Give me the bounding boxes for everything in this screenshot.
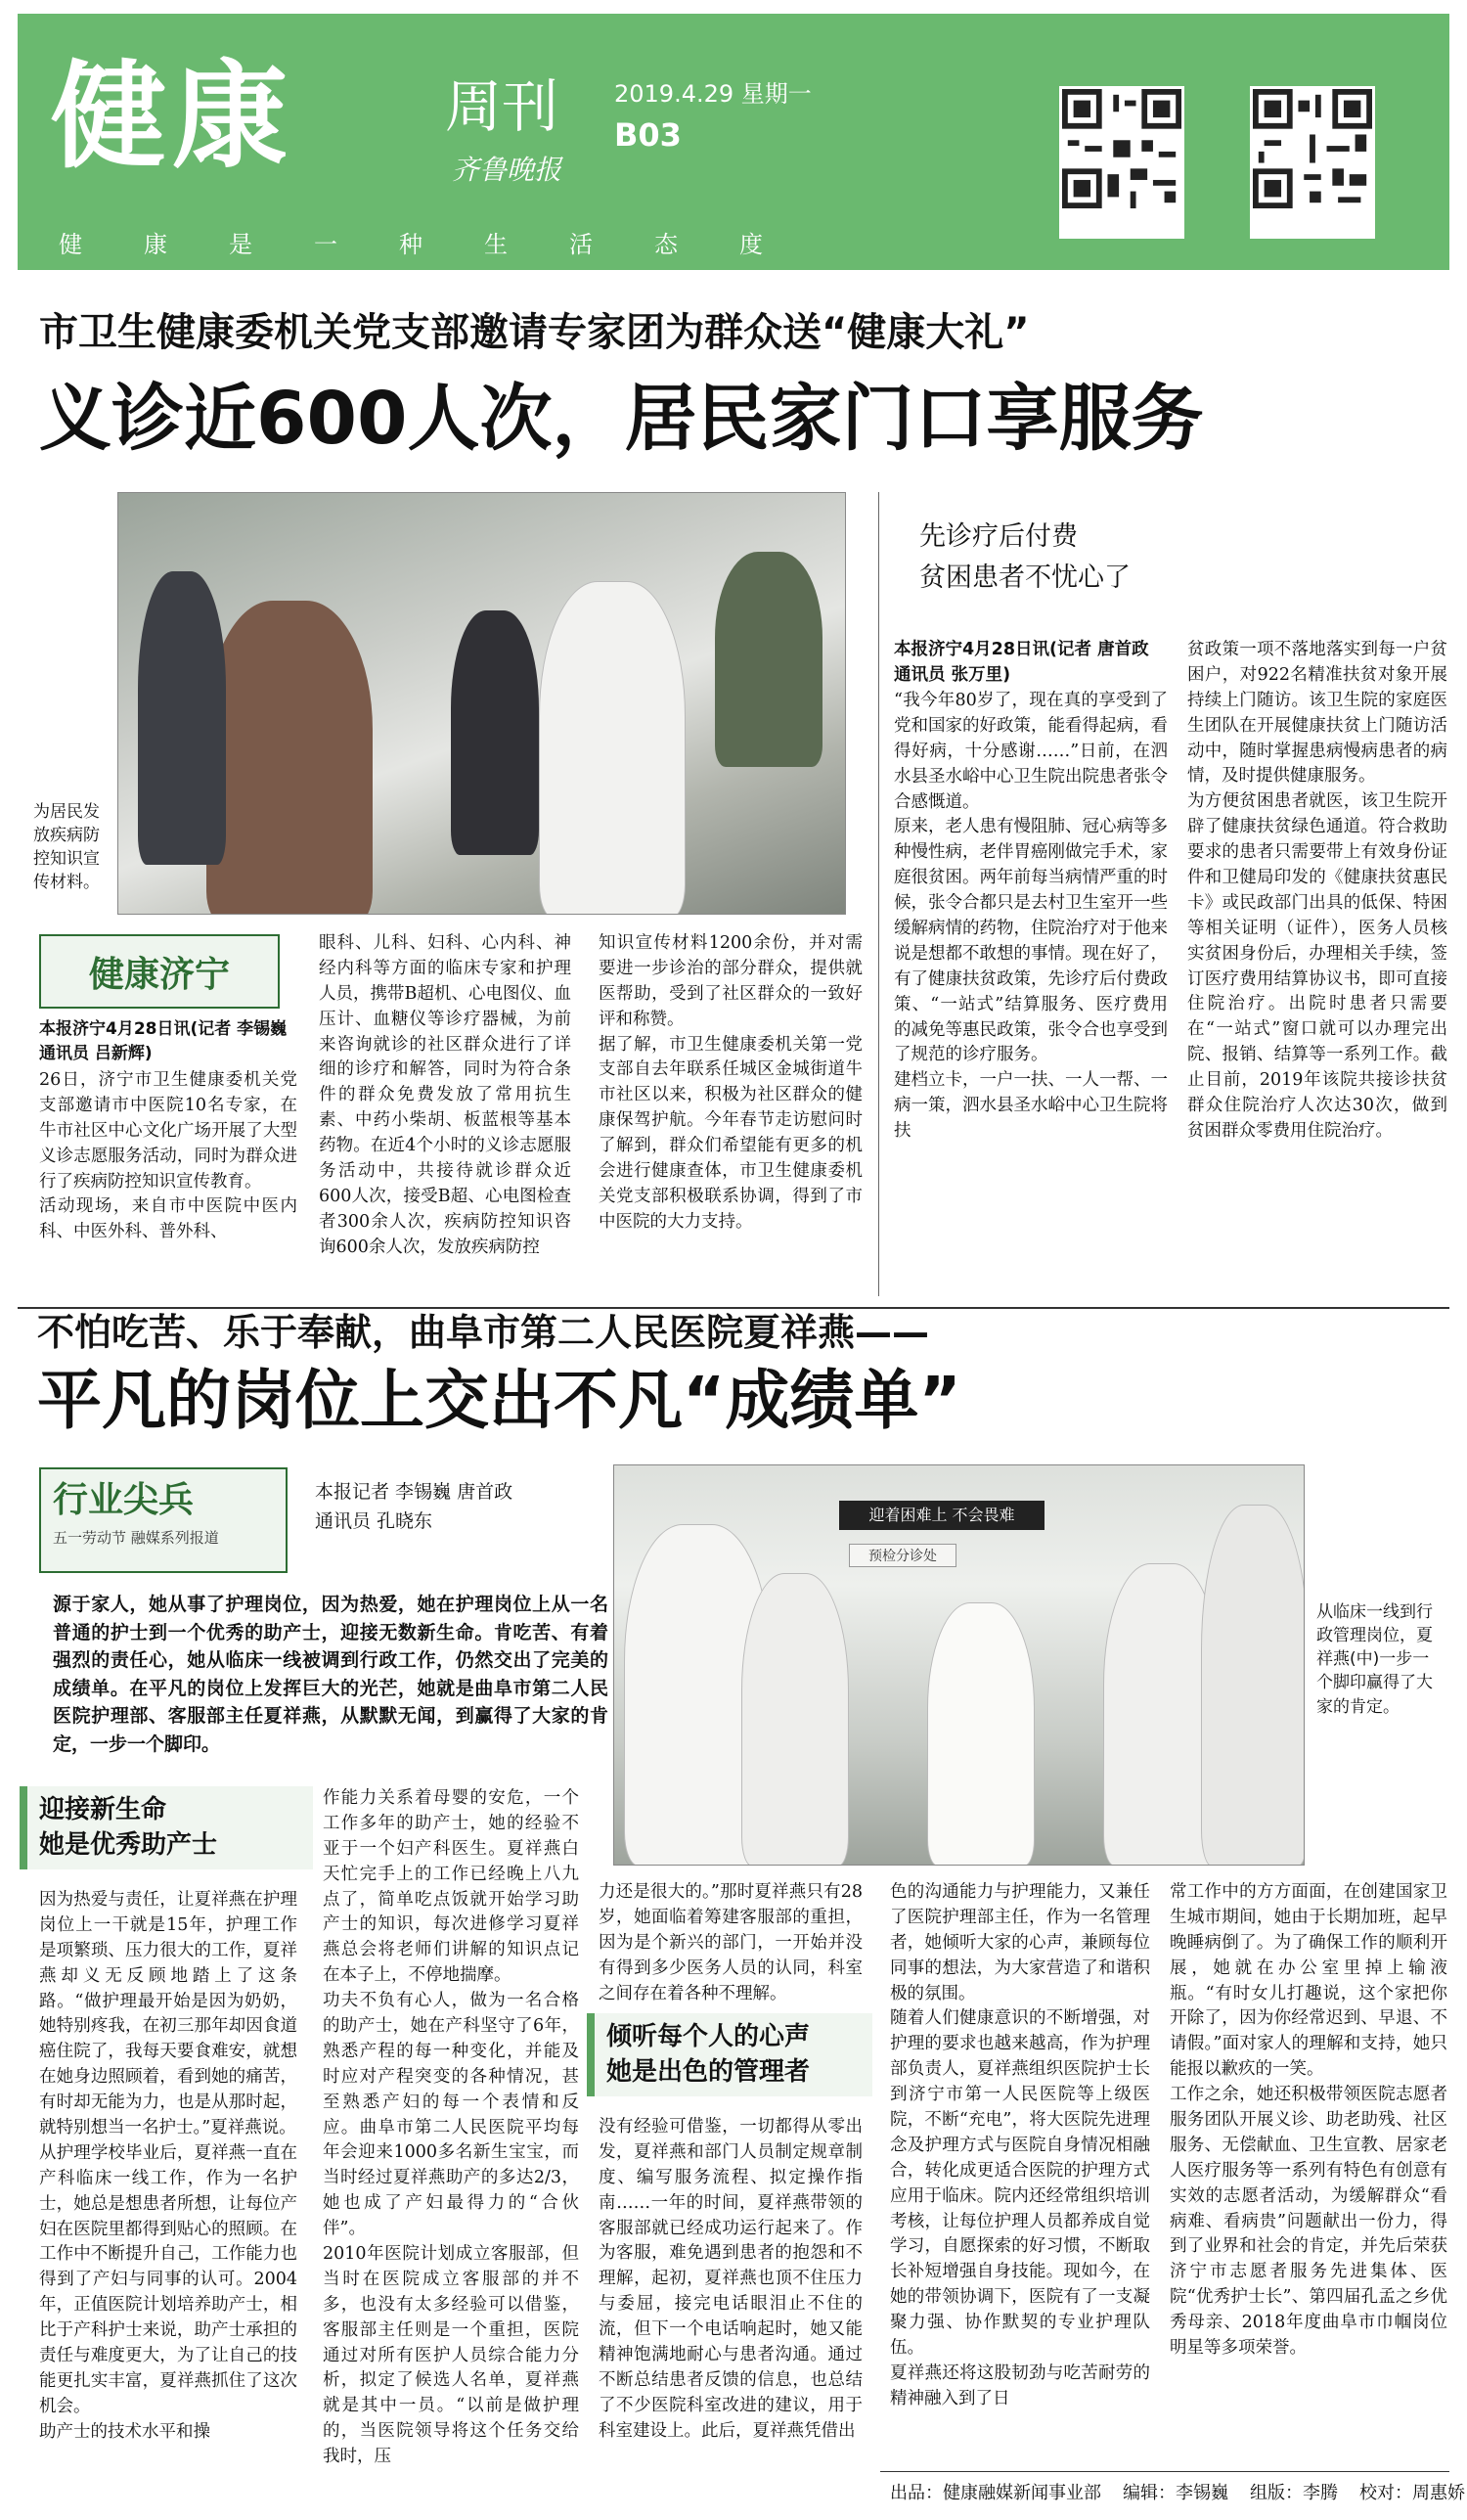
article3-column-3b: 没有经验可借鉴，一切都得从零出发，夏祥燕和部门人员制定规章制度、编写服务流程、拟定操作指南……一年的时间，夏祥燕带领的客服部就已经成功运行起来了。作为客服，难免遇到患者的抱怨和不理解，起初，夏祥燕也顶不住压力与委屈，接完电话眼泪止不住的流，但下一个电话响起时，她又能精神饱满地耐心与患者沟通。通过不断总结患者反馈的信息，也总结了不少医院科室改进的建议，用于科室建设上。此后，夏祥燕凭借出 bbox=[599, 2117, 863, 2441]
article2-column-2: 贫政策一项不落地落实到每一户贫困户，对922名精准扶贫对象开展持续上门随访。该卫生院的家庭医生团队在开展健康扶贫上门随访活动中，随时掌握患病慢病患者的病情，及时提供健康服务。 为方便贫困患者就医，该卫生院开辟了健康扶贫绿色通道。符合救助要求的患者只需要带上有效身份证件和卫健局印发的《健康扶贫惠民卡》或民政部门出具的低保、特困等相关证明（证件），医务人员核实贫困身份后，办理相关手续，签订医疗费用结算协议书，即可直接住院治疗。出院时患者只需要在“一站式”窗口就可以办理完出院、报销、结算等一系列工作。截止目前，2019年该院共接诊扶贫群众住院治疗人次达30次，做到贫困群众零费用住院治疗。 bbox=[1187, 640, 1447, 1141]
column-logo-industry-pioneer bbox=[39, 1467, 288, 1573]
article1-subheadline: 市卫生健康委机关党支部邀请专家团为群众送“健康大礼” bbox=[39, 310, 1030, 355]
article3-column-4: 色的沟通能力与护理能力，又兼任了医院护理部主任，作为一名管理者，她倾听大家的心声，兼顾每位同事的想法，为大家营造了和谐积极的氛围。 随着人们健康意识的不断增强，对护理的要求也越来越高，作为护理部负责人，夏祥燕组织医院护士长到济宁市第一人民医院等上级医院，不断“充电”，将大医院先进理念及护理方式与医院自身情况相融合，转化成更适合医院的护理方式应用于临床。院内还经常组织培训考核，让每位护理人员都养成自觉学习，自愿探索的好习惯，不断取长补短增强自身技能。现如今，在她的带领协调下，医院有了一支凝聚力强、协作默契的专业护理队伍。 夏祥燕还将这股韧劲与吃苦耐劳的精神融入到了日 bbox=[890, 1882, 1150, 2408]
article3-column-2: 作能力关系着母婴的安危，一个工作多年的助产士，她的经验不亚于一个妇产科医生。夏祥燕白天忙完手上的工作已经晚上八九点了，简单吃点饭就开始学习助产士的知识，每次进修学习夏祥燕总会将老师们讲解的知识点记在本子上，不停地揣摩。 功夫不负有心人，做为一名合格的助产士，她在产科坚守了6年，熟悉产程的每一种变化，并能及时应对产程突变的各种情况，甚至熟悉产妇的每一个表情和反应。曲阜市第二人民医院平均每年会迎来1000多名新生宝宝，而当时经过夏祥燕助产的多达2/3，她也成了产妇最得力的“合伙伴”。 2010年医院计划成立客服部，但当时在医院成立客服部的并不多，也没有太多经验可以借鉴，客服部主任则是一个重担，医院通过对所有医护人员综合能力分析，拟定了候选人名单，夏祥燕就是其中一员。“以前是做护理的，当医院领导将这个任务交给我时，压 bbox=[323, 1788, 579, 2467]
section-divider bbox=[18, 1307, 1449, 1309]
subhead-line: 她是出色的管理者 bbox=[606, 2057, 811, 2088]
slogan-char: 态 bbox=[654, 231, 678, 258]
masthead-paper-name: 齐鲁晚报 bbox=[452, 154, 562, 186]
article2-heading-line1: 先诊疗后付费 bbox=[919, 521, 1078, 552]
article3-byline: 本报记者 李锡巍 唐首政 通讯员 孔晓东 bbox=[315, 1481, 513, 1533]
slogan-char: 一 bbox=[314, 231, 337, 258]
slogan-char: 生 bbox=[484, 231, 508, 258]
slogan-char: 是 bbox=[229, 231, 252, 258]
article3-photo-caption: 从临床一线到行政管理岗位，夏祥燕(中)一步一个脚印赢得了大家的肯定。 bbox=[1316, 1602, 1433, 1717]
photo-sign: 预检分诊处 bbox=[849, 1544, 956, 1567]
footer-proof: 校对：周惠娇 bbox=[1359, 2483, 1465, 2503]
article3-headline: 平凡的岗位上交出不凡“成绩单” bbox=[37, 1363, 961, 1438]
article3-column-3a: 力还是很大的。”那时夏祥燕只有28岁，她面临着筹建客服部的重担，因为是个新兴的部门，一开始并没有得到多少医务人员的认同，科室之间存在着各种不理解。 bbox=[599, 1882, 863, 2003]
footer-editor: 编辑：李锡巍 bbox=[1123, 2483, 1228, 2503]
qr-code-icon[interactable] bbox=[1059, 86, 1184, 239]
article3-column-5: 常工作中的方方面面，在创建国家卫生城市期间，她由于长期加班，起早晚睡病倒了。为了确保工作的顺利开展，她就在办公室里掉上输液瓶。“有时女儿打趣说，这个家把你开除了，因为你经常迟到、早退、不请假。”面对家人的理解和支持，她只能报以歉疚的一笑。 工作之余，她还积极带领医院志愿者服务团队开展义诊、助老助残、社区服务、无偿献血、卫生宣教、居家老人医疗服务等一系列有特色有创意有实效的志愿者活动，为缓解群众“看病难、看病贵”问题献出一份力，得到了业界和社会的肯定，并先后荣获济宁市志愿者服务先进集体、医院“优秀护士长”、第四届孔孟之乡优秀母亲、2018年度曲阜市巾帼岗位明星等多项荣誉。 bbox=[1170, 1882, 1447, 2359]
footer-layout: 组版：李腾 bbox=[1250, 2483, 1338, 2503]
article1-column-2: 眼科、儿科、妇科、心内科、神经内科等方面的临床专家和护理人员，携带B超机、心电图仪、血压计、血糖仪等诊疗器械，为前来咨询就诊的社区群众进行了详细的诊疗和解答，同时为符合条件的群众免费发放了常用抗生素、中药小柴胡、板蓝根等基本药物。在近4个小时的义诊志愿服务活动中，共接待就诊群众近600人次，接受B超、心电图检查者300余人次，疾病防控知识咨询600余人次，发放疾病防控 bbox=[319, 933, 571, 1257]
column-logo-health-jining: 健康济宁 bbox=[39, 934, 280, 1009]
column-divider bbox=[878, 492, 879, 1296]
article3-lead: 源于家人，她从事了护理岗位，因为热爱，她在护理岗位上从一名普通的护士到一个优秀的助产士，迎接无数新生命。肯吃苦、有着强烈的责任心，她从临床一线被调到行政工作，仍然交出了完美的成绩单。在平凡的岗位上发挥巨大的光芒，她就是曲阜市第二人民医院护理部、客服部主任夏祥燕，从默默无闻，到赢得了大家的肯定，一步一个脚印。 bbox=[53, 1594, 608, 1755]
masthead-logo: 健康 bbox=[51, 49, 294, 184]
masthead-slogan bbox=[59, 225, 763, 259]
masthead-page-number: B03 bbox=[614, 116, 682, 154]
column-logo-main: 行业尖兵 bbox=[53, 1480, 195, 1520]
subhead-line: 她是优秀助产士 bbox=[39, 1830, 218, 1861]
article3-subhead-box-2 bbox=[587, 2013, 872, 2096]
article1-column-1: 26日，济宁市卫生健康委机关党支部邀请市中医院10名专家，在牛市社区中心文化广场开展了大型义诊志愿服务活动，同时为群众进行了疾病防控知识宣传教育。 活动现场，来自市中医院中医内科、中医外科、普外科、 bbox=[39, 1070, 297, 1242]
article3-subhead-box-1 bbox=[20, 1786, 313, 1869]
article1-headline: 义诊近600人次，居民家门口享服务 bbox=[39, 377, 1204, 461]
article3-subheadline: 不怕吃苦、乐于奉献，曲阜市第二人民医院夏祥燕—— bbox=[37, 1311, 930, 1354]
article1-photo-caption: 为居民发放疾病防控知识宣传材料。 bbox=[33, 802, 100, 893]
subhead-line: 倾听每个人的心声 bbox=[606, 2022, 811, 2051]
article1-byline: 本报济宁4月28日讯(记者 李锡巍 通讯员 吕新辉) bbox=[39, 1019, 288, 1063]
masthead-date: 2019.4.29 星期一 bbox=[614, 80, 812, 108]
footer-producer: 出品：健康融媒新闻事业部 bbox=[890, 2483, 1101, 2503]
column-logo-sub: 五一劳动节 融媒系列报道 bbox=[53, 1529, 219, 1548]
masthead-weekly: 周刊 bbox=[445, 73, 559, 140]
qr-code-icon[interactable] bbox=[1250, 86, 1375, 239]
subhead-line: 迎接新生命 bbox=[39, 1795, 167, 1824]
photo-sign: 迎着困难上 不会畏难 bbox=[839, 1501, 1045, 1530]
footer-credits bbox=[890, 2479, 1465, 2504]
slogan-char: 活 bbox=[569, 231, 593, 258]
article3-column-1: 因为热爱与责任，让夏祥燕在护理岗位上一干就是15年，护理工作是项繁琐、压力很大的工作，夏祥燕却义无反顾地踏上了这条路。“做护理最开始是因为奶奶，她特别疼我，在初三那年却因食道癌住院了，我每天要食难安，就想在她身边照顾着，看到她的痛苦，有时却无能为力，也是从那时起，就特别想当一名护士。”夏祥燕说。 从护理学校毕业后，夏祥燕一直在产科临床一线工作，作为一名护士，她总是想患者所想，让每位产妇在医院里都得到贴心的照顾。在工作中不断提升自己，工作能力也得到了产妇与同事的认可。2004年，正值医院计划培养助产士，相比于产科护士来说，助产士承担的责任与难度更大，为了让自己的技能更扎实丰富，夏祥燕抓住了这次机会。 助产士的技术水平和操 bbox=[39, 1890, 297, 2442]
footer-divider bbox=[880, 2471, 1449, 2472]
slogan-char: 度 bbox=[739, 231, 763, 258]
article1-photo bbox=[117, 492, 846, 915]
slogan-char: 康 bbox=[144, 231, 167, 258]
article3-photo bbox=[613, 1464, 1305, 1866]
article2-heading bbox=[919, 517, 1330, 599]
article2-byline: 本报济宁4月28日讯(记者 唐首政 通讯员 张万里) bbox=[894, 640, 1149, 685]
article1-column-3: 知识宣传材料1200余份，并对需要进一步诊治的部分群众，提供就医帮助，受到了社区群众的一致好评和称赞。 据了解，市卫生健康委机关第一党支部自去年联系任城区金城街道牛市社区以来，积极为社区群众的健康保驾护航。今年春节走访慰问时了解到，群众们希望能有更多的机会进行健康查体，市卫生健康委机关党支部积极联系协调，得到了市中医院的大力支持。 bbox=[599, 933, 863, 1232]
slogan-char: 健 bbox=[59, 231, 82, 258]
slogan-char: 种 bbox=[399, 231, 422, 258]
article2-heading-line2: 贫困患者不忧心了 bbox=[919, 562, 1131, 593]
article2-column-1: “我今年80岁了，现在真的享受到了党和国家的好政策，能看得起病，看得好病，十分感谢……”日前，在泗水县圣水峪中心卫生院出院患者张令合感慨道。 原来，老人患有慢阻肺、冠心病等多种慢性病，老伴胃癌刚做完手术，家庭很贫困。两年前每当病情严重的时候，张令合都只是去村卫生室开一些缓解病情的药物，住院治疗对于他来说是想都不敢想的事情。现在好了，有了健康扶贫政策，先诊疗后付费政策、“一站式”结算服务、医疗费用的减免等惠民政策，张令合也享受到了规范的诊疗服务。 建档立卡，一户一扶、一人一帮、一病一策，泗水县圣水峪中心卫生院将扶 bbox=[894, 691, 1168, 1142]
